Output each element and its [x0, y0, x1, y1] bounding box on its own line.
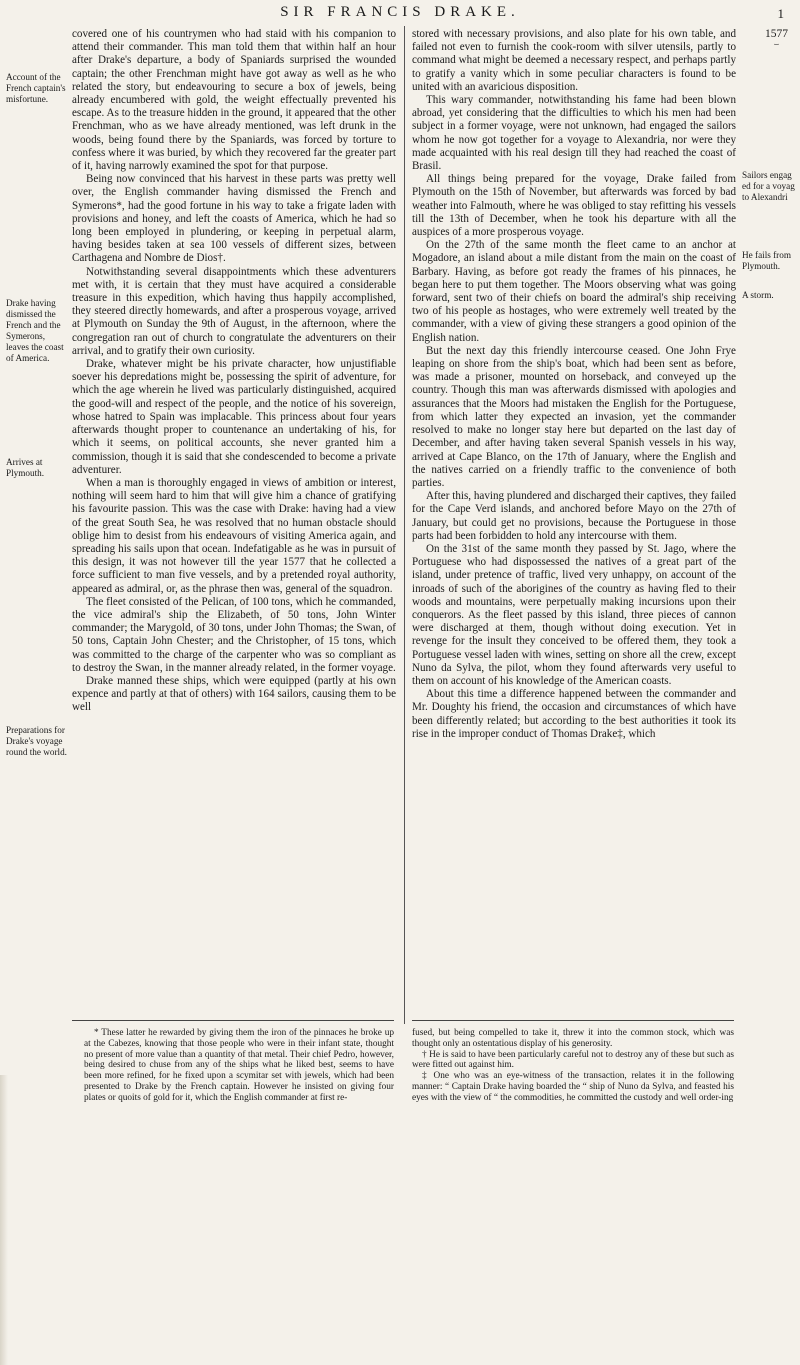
- paragraph: On the 27th of the same month the fleet came to an anchor at Mogadore, an island about a mile distant from the main on the coast of Barbary. Having, as before got ready the frames of his pinnaces, he began here to put them together. The Moors observing what was going forward, sent two of their chiefs on board the admiral's ship receiving two of his people as hostages, who were extremely well treated by the commander, with a view of giving these strangers a good opinion of the English nation.: [412, 239, 736, 344]
- margin-note-account: Account of the French captain's misfortune.: [6, 72, 66, 104]
- paragraph: On the 31st of the same month they passed by St. Jago, where the Portuguese who had dispossessed the natives of a great part of the island, under pretence of traffic, lived very unhappy, on account of the inroads of such of the aborigines of the country as having fled to their woods and mountains, were perpetually making incursions upon their conquerors. As the fleet passed by this island, three pieces of cannon were discharged at them, though without doing execution. Yet in revenge for the insult they conceived to be offered them, they took a Portuguese vessel laden with wines, setting on shore all the crew, except Nuno da Sylva, the pilot, whom they found afterwards very useful to them on account of his knowledge of the American coasts.: [412, 542, 736, 687]
- paragraph: Drake manned these ships, which were equipped (partly at his own expence and partly at that of others) with 164 sailors, causing them to be well: [72, 674, 396, 714]
- footnotes-right: [412, 1028, 734, 1104]
- margin-note-fails: He fails from Plymouth.: [742, 250, 791, 271]
- year-text: 1577: [765, 28, 788, 40]
- paragraph: After this, having plundered and discharged their captives, they failed for the Cape Verd islands, and anchored before Mayo on the 27th of January, but could get no provisions, because the Portuguese in those parts had been forbidden to hold any intercourse with them.: [412, 490, 736, 542]
- paragraph: When a man is thoroughly engaged in views of ambition or interest, nothing will seem hard to him that will give him a chance of gratifying his favourite passion. This was the case with Drake: having had a view of the great South Sea, he was resolved that no human obstacle should oblige him to desist from his endeavours of visiting America again, and spreading his sails upon that ocean. Indefatigable as he was in pursuit of this design, it was not however till the year 1577 that he collected a force sufficient to man five vessels, and by a pretended royal authority, appeared as admiral, or, as the phrase then was, general of the squadron.: [72, 476, 396, 595]
- page-gutter-shadow: [0, 1075, 8, 1365]
- footnote: * These latter he rewarded by giving them the iron of the pinnaces he broke up at the Cabezes, knowing that those people who were in their infant state, thought no present of more value than a quantity of that metal. Their chief Pedro, however, being desired to chuse from any of the ships what he liked best, seems to have been more refined, for he fixed upon a scymitar set with jewels, which had been presented to Drake by the French captain. However he insisted on giving four plates or quoits of gold for it, which the English commander at first re-: [84, 1028, 394, 1103]
- page-number: 1: [777, 6, 784, 21]
- paragraph: About this time a difference happened between the commander and Mr. Doughty his friend, the occasion and circumstances of which have been differently related; but according to the best authorities it took its rise in the improper conduct of Thomas Drake‡, which: [412, 688, 736, 740]
- right-column: [412, 28, 736, 741]
- paragraph: Drake, whatever might be his private character, how unjustifiable soever his depredations might be, possessing the spirit of adventure, for which the age wherein he lived was particularly distinguished, acquired the good-will and respect of the people, and the notice of his sovereign, whose hatred to Spain was implacable. This princess about four years afterwards thought proper to countenance an undertaking of his, for which it seems, on political accounts, she never granted him a commission, though it is said that she condescended to become a private adventurer.: [72, 358, 396, 476]
- margin-note-arrives: Arrives at Plymouth.: [6, 457, 45, 478]
- paragraph: Notwithstanding several disappointments which these adventurers met with, it is certain that they must have acquired a considerable treasure in this expedition, which having thus happily accomplished, they steered directly homewards, and after a prosperous voyage, arrived at Plymouth on Sunday the 9th of August, in the afternoon, where the congregation ran out of church to congratulate the adventurers on their arrival, and to gratify their own curiosity.: [72, 265, 396, 357]
- paragraph: The fleet consisted of the Pelican, of 100 tons, which he commanded, the vice admiral's ship the Elizabeth, of 50 tons, John Winter commander; the Marygold, of 30 tons, under John Thomas; the Swan, of 50 tons, Captain John Chester; and the Christopher, of 15 tons, which was committed to the charge of the carpenter who was so compliant as to destroy the Swan, in the manner already related, in the former voyage.: [72, 595, 396, 674]
- margin-note-preparations: Preparations for Drake's voyage round the world.: [6, 725, 67, 757]
- margin-note-sailors: Sailors engag ed for a voyag to Alexandri: [742, 170, 795, 202]
- paragraph: Being now convinced that his harvest in these parts was pretty well over, the English commander having dismissed the French and Symerons*, had the good fortune in his way to take a frigate laden with provisions and honey, and left the coasts of America, which he had so long been employed in plundering, or keeping in perpetual alarm, having besides taken at sea 100 vessels of different sizes, between Carthagena and Nombre de Dios†.: [72, 173, 396, 265]
- paragraph: But the next day this friendly intercourse ceased. One John Frye leaping on shore from the ship's boat, which had been sent as before, was made a prisoner, mounted on horseback, and conveyed up the country. Though this man was afterwards dismissed with apologies and assurances that the Moors had mistaken the English for the Portuguese, from which latter they expected an invasion, yet the commander resolved to make no longer stay here but departed on the last day of December, and after having taken several Spanish vessels in his way, arrived at Cape Blanco, on the 17th of January, where the English and the natives carried on a friendly traffic to the convenience of both parties.: [412, 344, 736, 489]
- footnote: ‡ One who was an eye-witness of the transaction, relates it in the following manner: “ Captain Drake having boarded the “ ship of Nuno da Sylva, and feasted his eyes with the view of “ the commodities, he committed the custody and well order-ing: [412, 1071, 734, 1103]
- footnote: fused, but being compelled to take it, threw it into the common stock, which was thought only an ostentatious display of his generosity.: [412, 1028, 734, 1049]
- footnote-rule-left: [72, 1020, 394, 1021]
- year-brace: ⌣: [773, 39, 780, 49]
- footnote: † He is said to have been particularly careful not to destroy any of these but such as were fitted out against him.: [412, 1049, 734, 1071]
- left-column: [72, 28, 396, 715]
- paragraph: This wary commander, notwithstanding his fame had been blown abroad, yet considering that the difficulties to which his men had been subject in a former voyage, were not unknown, had engaged the sailors whom he now got together for a voyage to Alexandria, nor were they made acquainted with his real design till they had reached the coast of Brasil.: [412, 94, 736, 173]
- running-title: SIR FRANCIS DRAKE.: [280, 4, 520, 20]
- year-marker: [765, 28, 788, 48]
- footnotes-left: [84, 1028, 394, 1104]
- footnote-rule-right: [412, 1020, 734, 1021]
- margin-note-storm: A storm.: [742, 290, 774, 300]
- paragraph: stored with necessary provisions, and also plate for his own table, and failed not even to furnish the cook-room with silver utensils, partly to command what might be deemed a necessary respect, and perhaps partly to gratify a vanity which in some peculiar characters is found to be united with an avaricious disposition.: [412, 28, 736, 93]
- margin-note-drake-leaves: Drake having dismissed the French and the Symerons, leaves the coast of America.: [6, 298, 64, 363]
- paragraph: All things being prepared for the voyage, Drake failed from Plymouth on the 15th of November, but afterwards was forced by bad weather into Falmouth, where he was obliged to stay refitting his vessels till the 13th of December, when he took his departure with all the auspices of a more prosperous voyage.: [412, 173, 736, 239]
- column-divider: [404, 26, 405, 1024]
- paragraph: covered one of his countrymen who had staid with his companion to attend their commander. This man told them that within half an hour after Drake's departure, a body of Spaniards surprised the wounded captain; the other Frenchman might have got away as well as he who related the story, but endeavouring to secure a box of jewels, being already encumbered with gold, the weight effectually prevented his escape. As to the treasure hidden in the ground, it appeared that the other Frenchman, who as we have already mentioned, was left drunk in the woods, being found there by the Spaniards, was forced by torture to confess where it was buried, by which they recovered far the greater part of it, having narrowly examined the spot for that purpose.: [72, 28, 396, 173]
